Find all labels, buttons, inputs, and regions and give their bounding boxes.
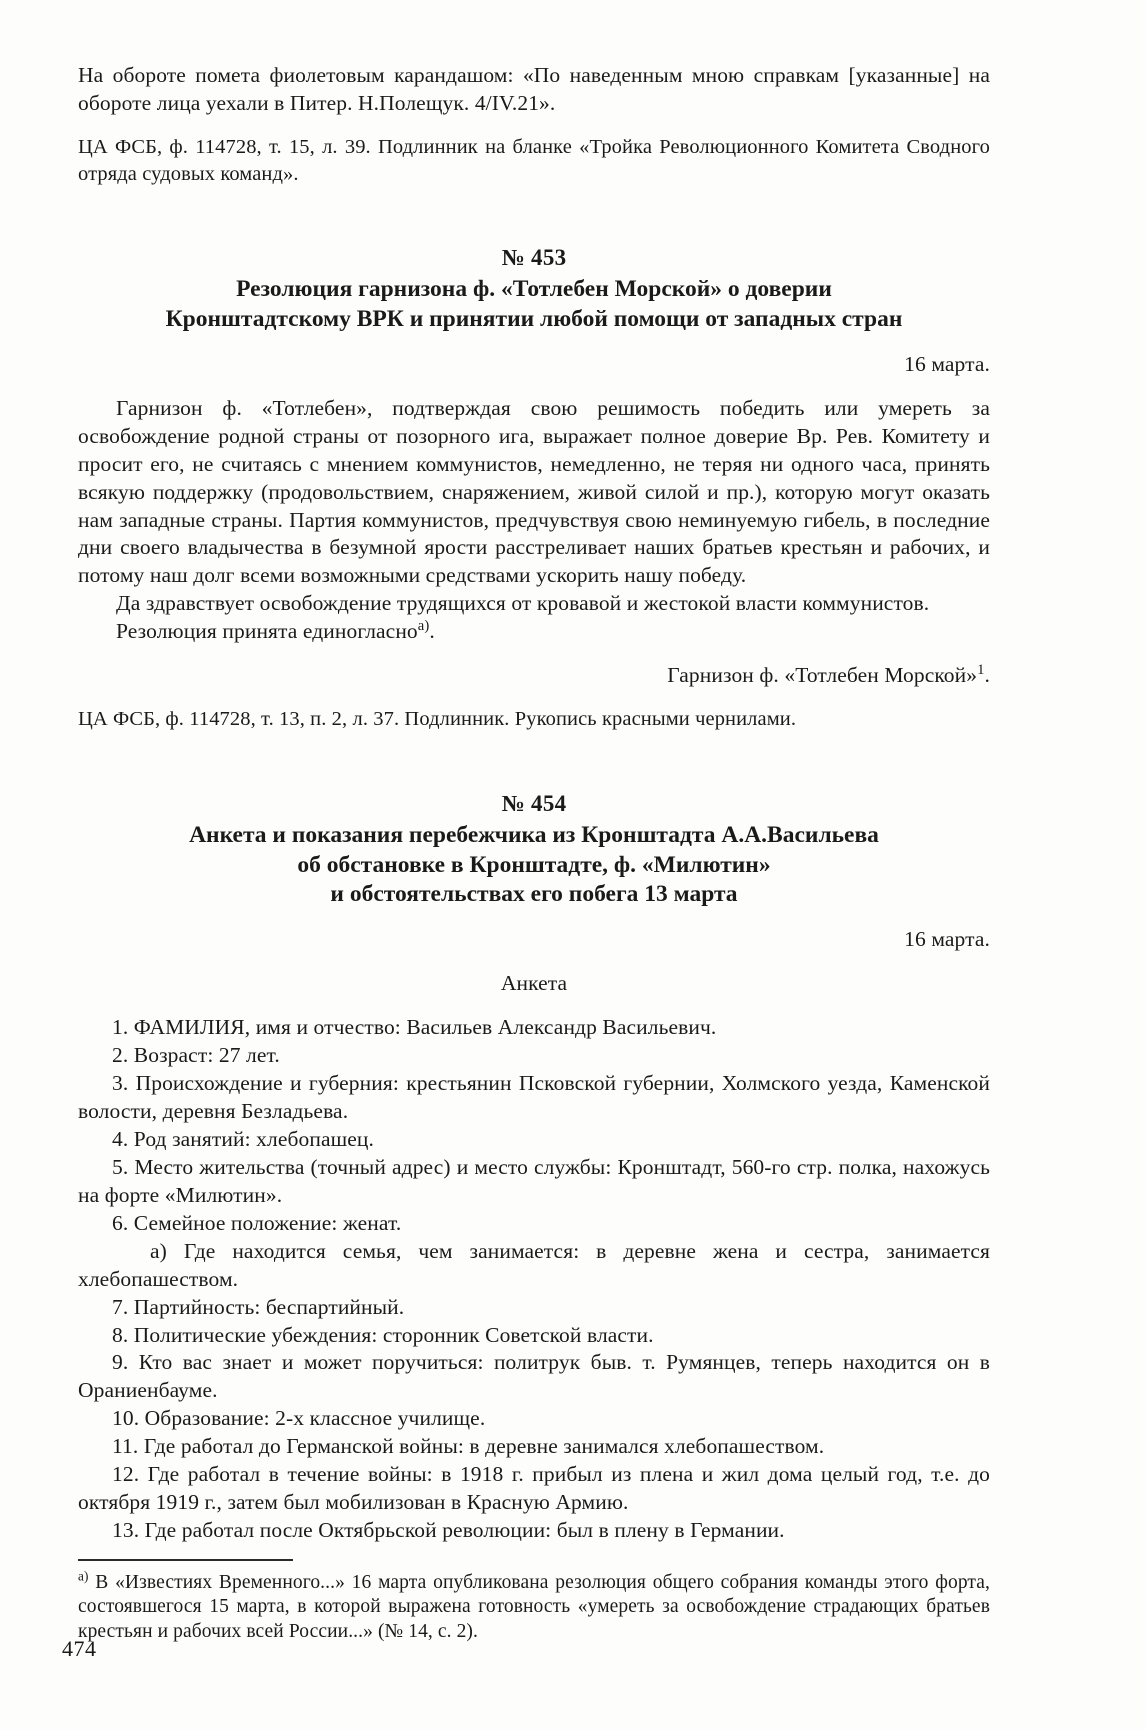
doc453-heading — [78, 245, 990, 335]
page-number: 474 — [62, 1636, 97, 1661]
doc454-title-line1: Анкета и показания перебежчика из Кронштадта А.А.Васильева — [189, 821, 879, 848]
footnote-body: В «Известиях Временного...» 16 марта опубликована резолюция общего собрания команды этого форта, состоявшегося 15 марта, в которой выражена готовность «умереть за освобождение страдающих братьев крестьян и рабочих всей России...» (№ 14, с. 2). — [78, 1571, 990, 1642]
questionnaire-item: 2. Возраст: 27 лет. — [112, 1043, 280, 1068]
doc453-signature — [78, 662, 990, 690]
doc453-paragraph-3-text: Резолюция принята единогласно — [116, 619, 418, 644]
questionnaire-item: 1. ФАМИЛИЯ, имя и отчество: Васильев Александр Васильевич. — [112, 1015, 717, 1040]
footnote-text — [78, 1568, 990, 1645]
questionnaire-item-sub: а) Где находится семья, чем занимается: в деревне жена и сестра, занимается хлебопашеством. — [78, 1238, 990, 1291]
footnote-marker-a: а) — [417, 618, 430, 635]
questionnaire-item: 8. Политические убеждения: сторонник Советской власти. — [112, 1322, 654, 1347]
doc453-paragraph-3-tail: . — [429, 619, 435, 644]
questionnaire-item: 10. Образование: 2-х классное училище. — [112, 1406, 486, 1431]
questionnaire-item: 12. Где работал в течение войны: в 1918 г. прибыл из плена и жил дома целый год, т.е. до октября 1919 г., затем был мобилизован в Красную Армию. — [78, 1462, 990, 1515]
doc453-source: ЦА ФСБ, ф. 114728, т. 13, п. 2, л. 37. Подлинник. Рукопись красными чернилами. — [78, 708, 797, 731]
page-content — [78, 62, 990, 1644]
doc453-signature-text: Гарнизон ф. «Тотлебен Морской» — [667, 663, 978, 688]
doc454-title-line2: об обстановке в Кронштадте, ф. «Милютин» — [297, 851, 771, 878]
questionnaire-item: 4. Род занятий: хлебопашец. — [112, 1126, 374, 1151]
questionnaire-item: 11. Где работал до Германской войны: в деревне занимался хлебопашеством. — [112, 1434, 825, 1459]
doc453-paragraph-2: Да здравствует освобождение трудящихся от кровавой и жестокой власти коммунистов. — [116, 591, 930, 616]
top-note-paragraph: На обороте помета фиолетовым карандашом: «По наведенным мною справкам [указанные] на обороте лица уехали в Питер. Н.Полещук. 4/IV.21». — [78, 63, 990, 115]
doc454-date: 16 марта. — [904, 927, 990, 952]
questionnaire-item: 5. Место жительства (точный адрес) и место службы: Кронштадт, 560-го стр. полка, нахожусь на форте «Милютин». — [78, 1154, 990, 1207]
doc453-title-line1: Резолюция гарнизона ф. «Тотлебен Морской» о доверии — [236, 276, 832, 303]
questionnaire-item: 6. Семейное положение: женат. — [112, 1210, 402, 1235]
doc453-signature-tail: . — [984, 663, 990, 688]
doc454-title-line3: и обстоятельствах его побега 13 марта — [330, 881, 738, 908]
doc453-paragraph-3 — [78, 618, 990, 646]
doc453-number: № 453 — [501, 245, 567, 271]
doc453-date: 16 марта. — [904, 351, 990, 376]
questionnaire-item: 7. Партийность: беспартийный. — [112, 1294, 405, 1319]
questionnaire-item: 3. Происхождение и губерния: крестьянин Псковской губернии, Холмского уезда, Каменской волости, деревня Безладьева. — [78, 1071, 990, 1124]
doc453-title-line2: Кронштадтскому ВРК и принятии любой помощи от западных стран — [165, 306, 903, 332]
doc454-subheading: Анкета — [500, 971, 568, 996]
doc454-number: № 454 — [501, 790, 567, 816]
footnote-divider — [78, 1559, 293, 1561]
questionnaire-item: 9. Кто вас знает и может поручиться: политрук быв. т. Румянцев, теперь находится он в Ораниенбауме. — [78, 1350, 990, 1403]
doc453-paragraph-1: Гарнизон ф. «Тотлебен», подтверждая свою решимость победить или умереть за освобождение родной страны от позорного ига, выражает полное доверие Вр. Рев. Комитету и просит его, не считаясь с мнением коммунистов, немедленно, не теряя ни одного часа, принять всякую поддержку (продовольствием, снаряжением, живой силой и пр.), которую могут оказать нам западные страны. Партия коммунистов, предчувствуя свою неминуемую гибель, в последние дни своего владычества в безумной ярости расстреливает наших братьев крестьян и рабочих, и потому наш долг всеми возможными средствами ускорить нашу победу. — [78, 395, 990, 588]
footnote-ref-a: а) — [78, 1568, 89, 1584]
endnote-marker-1: 1 — [977, 662, 985, 679]
doc454-heading — [78, 791, 990, 911]
top-note-source: ЦА ФСБ, ф. 114728, т. 15, л. 39. Подлинник на бланке «Тройка Революционного Комитета Сводного отряда судовых команд». — [78, 135, 990, 185]
questionnaire-item: 13. Где работал после Октябрьской революции: был в плену в Германии. — [112, 1518, 785, 1543]
